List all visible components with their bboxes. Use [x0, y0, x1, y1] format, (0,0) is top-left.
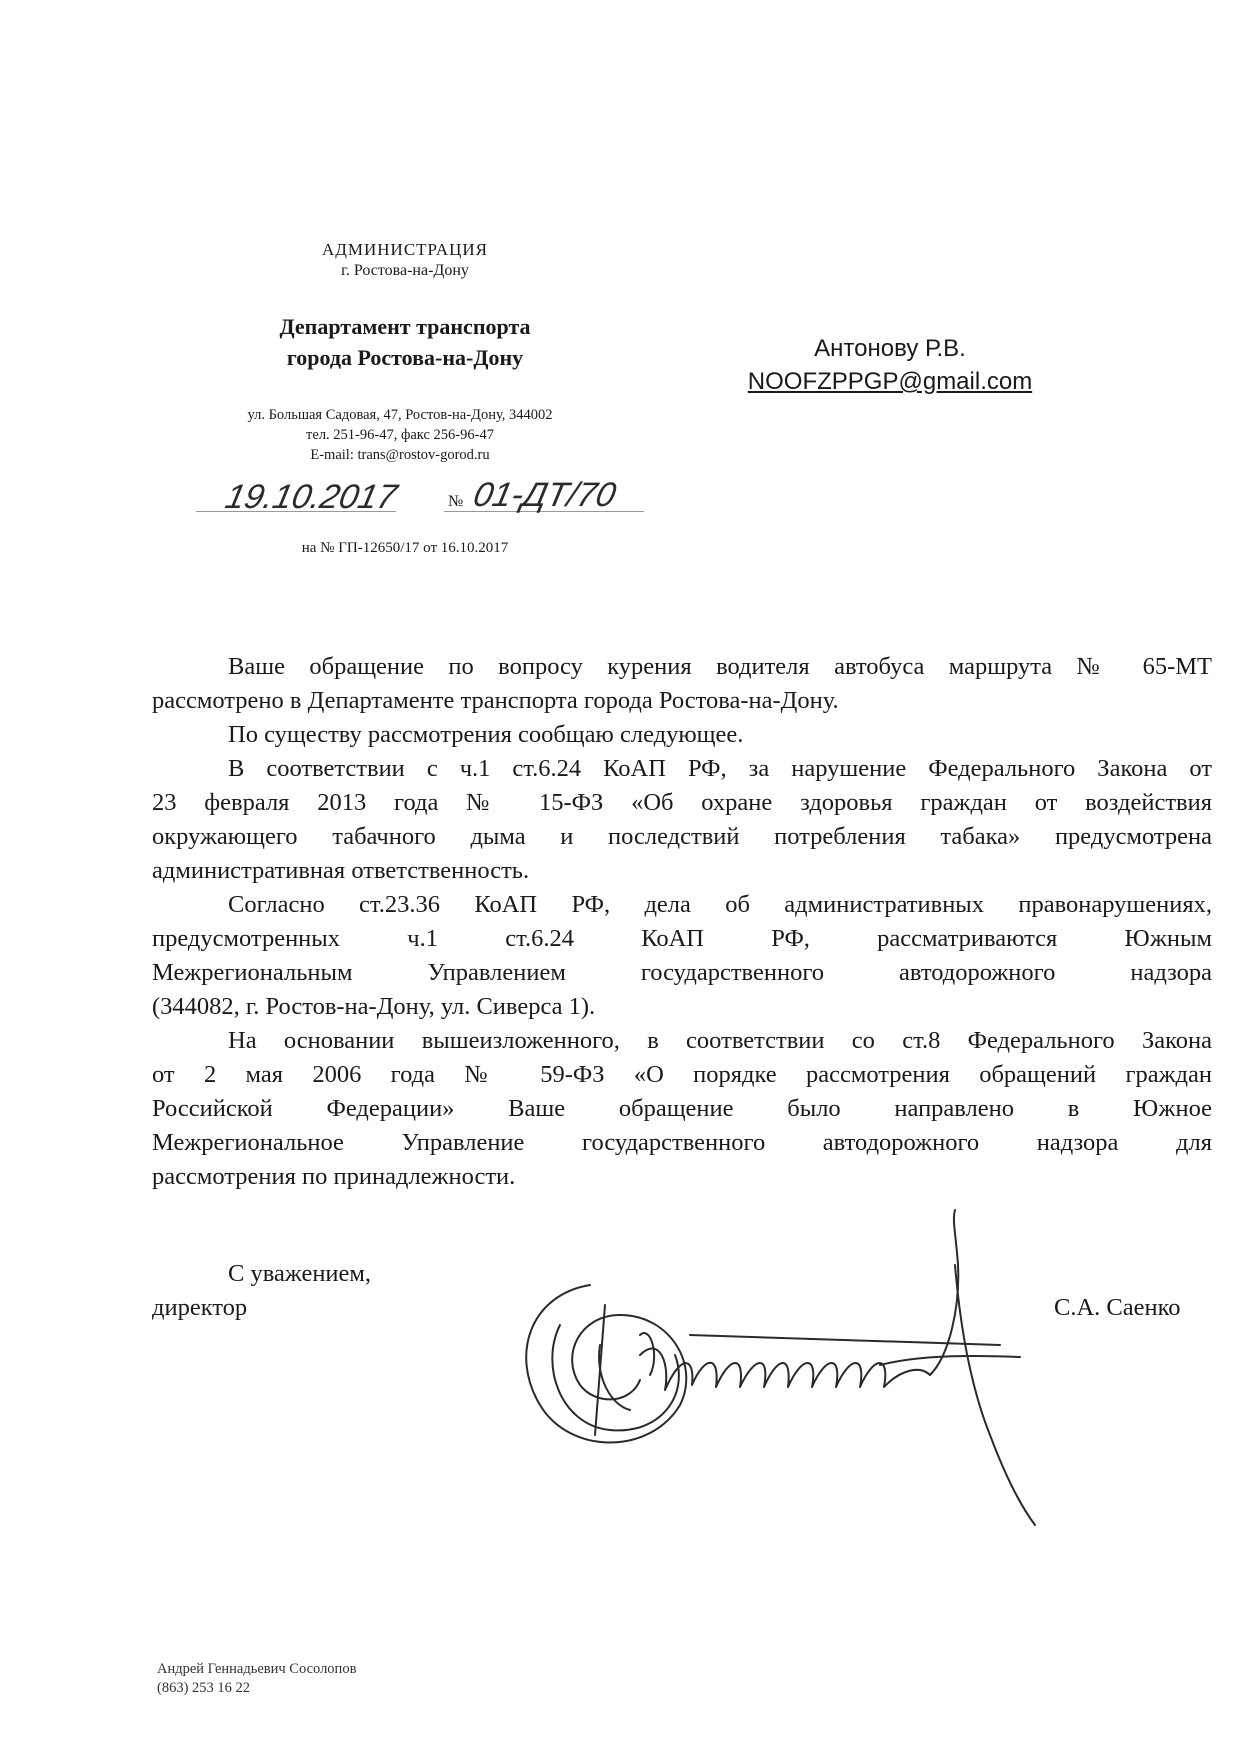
body-line: административная ответственность. — [152, 857, 530, 884]
letterhead-org: АДМИНИСТРАЦИЯ — [322, 240, 488, 259]
letterhead-address: ул. Большая Садовая, 47, Ростов-на-Дону, 344002 — [247, 407, 553, 423]
body-line: Российской Федерации» Ваше обращение было направлено в Южное — [152, 1095, 1212, 1122]
body-line: Межрегиональное Управление государственного автодорожного надзора для — [152, 1129, 1212, 1156]
executor-name: Андрей Геннадьевич Сосолопов — [157, 1661, 357, 1677]
number-sign: № — [448, 493, 464, 510]
body-line: предусмотренных ч.1 ст.6.24 КоАП РФ, рассматриваются Южным — [152, 925, 1212, 952]
body-line: На основании вышеизложенного, в соответствии со ст.8 Федерального Закона — [228, 1027, 1212, 1054]
letterhead-email: E-mail: trans@rostov-gorod.ru — [310, 447, 490, 463]
body-line: окружающего табачного дыма и последствий потребления табака» предусмотрена — [152, 823, 1212, 850]
signer-name: С.А. Саенко — [1054, 1294, 1181, 1321]
handwritten-number: 01-ДТ/70 — [470, 476, 620, 514]
reference-number: на № ГП-12650/17 от 16.10.2017 — [301, 540, 509, 556]
body-line: рассмотрено в Департаменте транспорта города Ростова-на-Дону. — [152, 687, 839, 714]
recipient-name: Антонову Р.В. — [814, 335, 966, 362]
body-line: Ваше обращение по вопросу курения водителя автобуса маршрута № 65-МТ — [228, 653, 1212, 680]
handwritten-date: 19.10.2017 — [222, 478, 401, 516]
body-line: (344082, г. Ростов-на-Дону, ул. Сиверса 1). — [152, 993, 596, 1020]
body-line: По существу рассмотрения сообщаю следующее. — [228, 721, 744, 748]
recipient-email: NOOFZPPGP@gmail.com — [747, 368, 1033, 395]
closing-greeting: С уважением, — [228, 1260, 372, 1287]
body-line: Межрегиональным Управлением государственного автодорожного надзора — [152, 959, 1212, 986]
body-line: от 2 мая 2006 года № 59-ФЗ «О порядке рассмотрения обращений граждан — [152, 1061, 1212, 1088]
letterhead-city: г. Ростова-на-Дону — [341, 262, 469, 279]
body-line: Согласно ст.23.36 КоАП РФ, дела об административных правонарушениях, — [228, 891, 1212, 918]
letterhead-department-line2: города Ростова-на-Дону — [286, 345, 524, 370]
letterhead-phone-fax: тел. 251-96-47, факс 256-96-47 — [306, 427, 494, 443]
body-line: В соответствии с ч.1 ст.6.24 КоАП РФ, за нарушение Федерального Закона от — [228, 755, 1212, 782]
body-line: рассмотрения по принадлежности. — [152, 1163, 516, 1190]
body-line: 23 февраля 2013 года № 15-ФЗ «Об охране здоровья граждан от воздействия — [152, 789, 1212, 816]
letterhead-department-line1: Департамент транспорта — [279, 314, 531, 339]
executor-phone: (863) 253 16 22 — [157, 1680, 251, 1696]
signature-icon — [500, 1205, 1060, 1535]
closing-title: директор — [152, 1294, 248, 1321]
